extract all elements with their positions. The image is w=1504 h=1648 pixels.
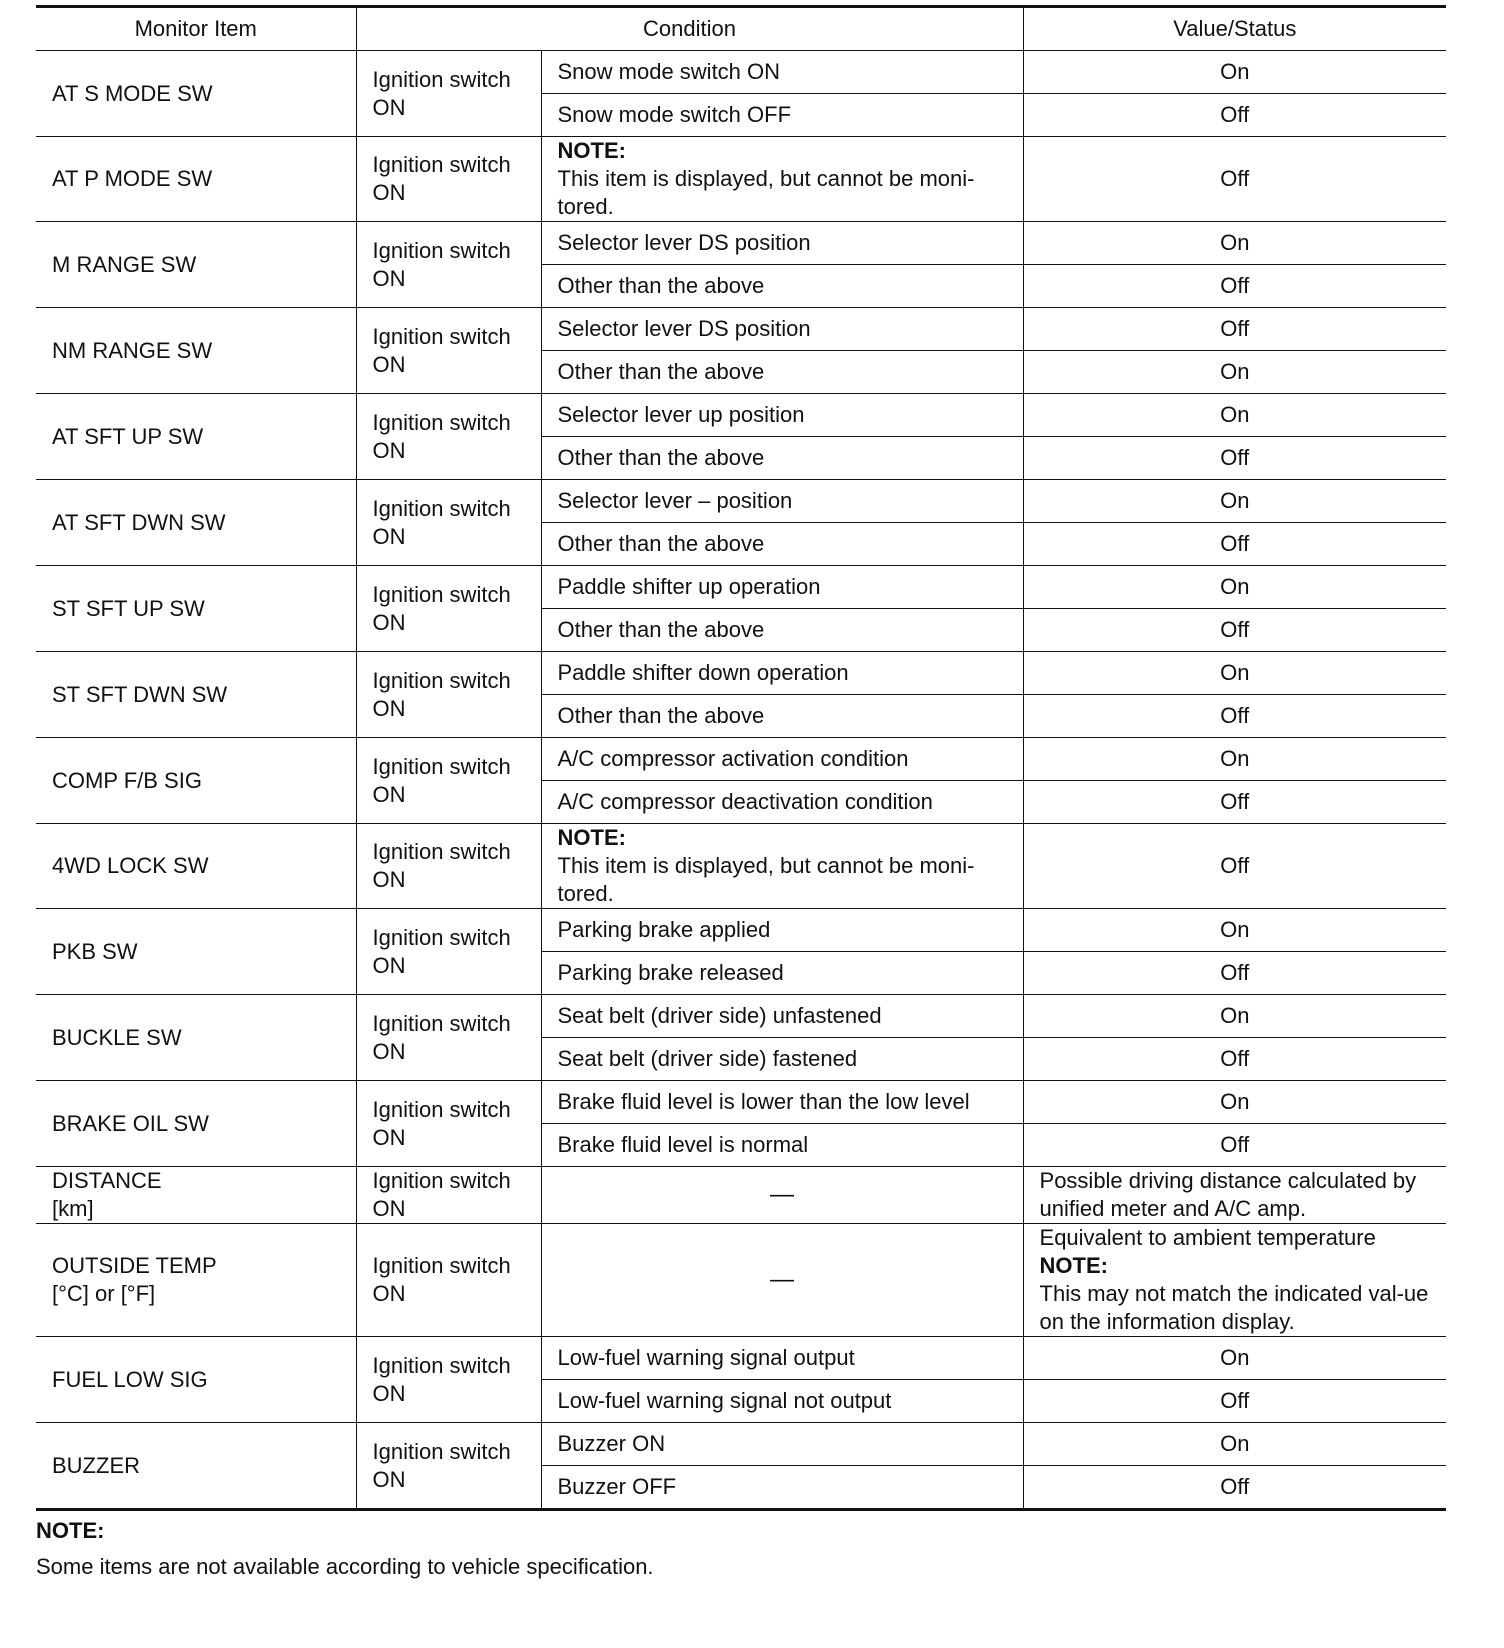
value-cell: On — [1023, 51, 1446, 94]
value-cell: Off — [1023, 1038, 1446, 1081]
table-row — [36, 51, 1446, 94]
value-cell: Off — [1023, 952, 1446, 995]
footer-note — [36, 1517, 1446, 1581]
ignition-condition: Ignition switch ON — [356, 394, 541, 480]
table-row — [36, 738, 1446, 781]
condition-cell: Paddle shifter down operation — [541, 652, 1023, 695]
table-row — [36, 1081, 1446, 1124]
condition-cell: Buzzer ON — [541, 1423, 1023, 1466]
monitor-item: 4WD LOCK SW — [36, 824, 356, 909]
table-row — [36, 824, 1446, 909]
monitor-item-unit: [km] — [52, 1196, 94, 1221]
table-row — [36, 1167, 1446, 1224]
value-cell: Off — [1023, 781, 1446, 824]
table-row — [36, 480, 1446, 523]
value-cell: Possible driving distance calculated by unified meter and A/C amp. — [1023, 1167, 1446, 1224]
value-cell: Off — [1023, 1466, 1446, 1510]
value-cell: On — [1023, 1337, 1446, 1380]
value-cell: On — [1023, 909, 1446, 952]
note-label: NOTE: — [557, 825, 626, 850]
monitor-item — [36, 1224, 356, 1337]
condition-cell: Seat belt (driver side) unfastened — [541, 995, 1023, 1038]
monitor-item: ST SFT UP SW — [36, 566, 356, 652]
value-cell: On — [1023, 995, 1446, 1038]
ignition-condition: Ignition switch ON — [356, 1167, 541, 1224]
condition-cell: Other than the above — [541, 523, 1023, 566]
condition-cell: Seat belt (driver side) fastened — [541, 1038, 1023, 1081]
monitor-item-unit: [°C] or [°F] — [52, 1281, 156, 1306]
ignition-condition: Ignition switch ON — [356, 1423, 541, 1510]
value-cell: On — [1023, 1423, 1446, 1466]
table-row — [36, 222, 1446, 265]
value-cell: Off — [1023, 609, 1446, 652]
value-cell: On — [1023, 1081, 1446, 1124]
monitor-item: BUZZER — [36, 1423, 356, 1510]
ignition-condition: Ignition switch ON — [356, 652, 541, 738]
monitor-item: AT P MODE SW — [36, 137, 356, 222]
condition-cell: Selector lever DS position — [541, 308, 1023, 351]
monitor-table — [36, 5, 1446, 1511]
value-cell: On — [1023, 222, 1446, 265]
condition-cell: Low-fuel warning signal not output — [541, 1380, 1023, 1423]
monitor-item: AT SFT DWN SW — [36, 480, 356, 566]
condition-cell: Other than the above — [541, 265, 1023, 308]
ignition-condition: Ignition switch ON — [356, 824, 541, 909]
monitor-item: COMP F/B SIG — [36, 738, 356, 824]
table-row — [36, 394, 1446, 437]
ignition-condition: Ignition switch ON — [356, 1337, 541, 1423]
ignition-condition: Ignition switch ON — [356, 1081, 541, 1167]
value-cell: Off — [1023, 695, 1446, 738]
monitor-item: PKB SW — [36, 909, 356, 995]
condition-cell: Paddle shifter up operation — [541, 566, 1023, 609]
ignition-condition: Ignition switch ON — [356, 480, 541, 566]
condition-cell: Parking brake released — [541, 952, 1023, 995]
table-row — [36, 137, 1446, 222]
value-cell: Off — [1023, 265, 1446, 308]
ignition-condition: Ignition switch ON — [356, 738, 541, 824]
condition-dash: — — [541, 1167, 1023, 1224]
value-cell: Off — [1023, 137, 1446, 222]
footer-note-label: NOTE: — [36, 1518, 105, 1543]
value-cell: Off — [1023, 824, 1446, 909]
note-label: NOTE: — [557, 138, 626, 163]
table-row — [36, 1423, 1446, 1466]
value-cell: On — [1023, 566, 1446, 609]
condition-note — [541, 824, 1023, 909]
ignition-condition: Ignition switch ON — [356, 566, 541, 652]
ignition-condition: Ignition switch ON — [356, 51, 541, 137]
ignition-condition: Ignition switch ON — [356, 308, 541, 394]
table-row — [36, 652, 1446, 695]
document — [36, 5, 1446, 1581]
ignition-condition: Ignition switch ON — [356, 995, 541, 1081]
header-row — [36, 7, 1446, 51]
monitor-item: M RANGE SW — [36, 222, 356, 308]
monitor-item: NM RANGE SW — [36, 308, 356, 394]
value-cell: Off — [1023, 1124, 1446, 1167]
value-cell: Off — [1023, 1380, 1446, 1423]
value-cell: Off — [1023, 437, 1446, 480]
value-cell: Off — [1023, 523, 1446, 566]
monitor-item: BRAKE OIL SW — [36, 1081, 356, 1167]
monitor-item: AT S MODE SW — [36, 51, 356, 137]
value-cell: Off — [1023, 94, 1446, 137]
condition-cell: Brake fluid level is normal — [541, 1124, 1023, 1167]
value-cell: On — [1023, 394, 1446, 437]
table-row — [36, 909, 1446, 952]
condition-cell: Brake fluid level is lower than the low level — [541, 1081, 1023, 1124]
note-text: This item is displayed, but cannot be moni-tored. — [557, 166, 975, 219]
ignition-condition: Ignition switch ON — [356, 137, 541, 222]
footer-note-text: Some items are not available according to vehicle specification. — [36, 1554, 654, 1579]
table-row — [36, 995, 1446, 1038]
condition-cell: Selector lever DS position — [541, 222, 1023, 265]
note-label: NOTE: — [1039, 1253, 1108, 1278]
table-row — [36, 308, 1446, 351]
monitor-item-name: DISTANCE — [52, 1168, 162, 1193]
value-cell: On — [1023, 652, 1446, 695]
header-monitor-item: Monitor Item — [36, 7, 356, 51]
value-cell: On — [1023, 738, 1446, 781]
condition-cell: Selector lever up position — [541, 394, 1023, 437]
condition-note — [541, 137, 1023, 222]
condition-cell: Other than the above — [541, 437, 1023, 480]
monitor-item: AT SFT UP SW — [36, 394, 356, 480]
table-row — [36, 566, 1446, 609]
condition-cell: Other than the above — [541, 695, 1023, 738]
condition-cell: Parking brake applied — [541, 909, 1023, 952]
value-cell: On — [1023, 480, 1446, 523]
ignition-condition: Ignition switch ON — [356, 222, 541, 308]
condition-cell: A/C compressor deactivation condition — [541, 781, 1023, 824]
value-cell — [1023, 1224, 1446, 1337]
condition-cell: Buzzer OFF — [541, 1466, 1023, 1510]
ignition-condition: Ignition switch ON — [356, 909, 541, 995]
condition-dash: — — [541, 1224, 1023, 1337]
table-row — [36, 1224, 1446, 1337]
condition-cell: Snow mode switch OFF — [541, 94, 1023, 137]
condition-cell: Snow mode switch ON — [541, 51, 1023, 94]
monitor-item: BUCKLE SW — [36, 995, 356, 1081]
monitor-item — [36, 1167, 356, 1224]
condition-cell: Low-fuel warning signal output — [541, 1337, 1023, 1380]
condition-cell: Other than the above — [541, 609, 1023, 652]
monitor-item: ST SFT DWN SW — [36, 652, 356, 738]
monitor-item-name: OUTSIDE TEMP — [52, 1253, 217, 1278]
header-condition: Condition — [356, 7, 1023, 51]
monitor-item: FUEL LOW SIG — [36, 1337, 356, 1423]
value-cell: On — [1023, 351, 1446, 394]
header-value-status: Value/Status — [1023, 7, 1446, 51]
ignition-condition: Ignition switch ON — [356, 1224, 541, 1337]
note-text: This item is displayed, but cannot be moni-tored. — [557, 853, 975, 906]
value-main: Equivalent to ambient temperature — [1039, 1225, 1376, 1250]
note-text: This may not match the indicated val-ue on the information display. — [1039, 1281, 1429, 1334]
condition-cell: A/C compressor activation condition — [541, 738, 1023, 781]
condition-cell: Selector lever – position — [541, 480, 1023, 523]
value-cell: Off — [1023, 308, 1446, 351]
condition-cell: Other than the above — [541, 351, 1023, 394]
table-row — [36, 1337, 1446, 1380]
